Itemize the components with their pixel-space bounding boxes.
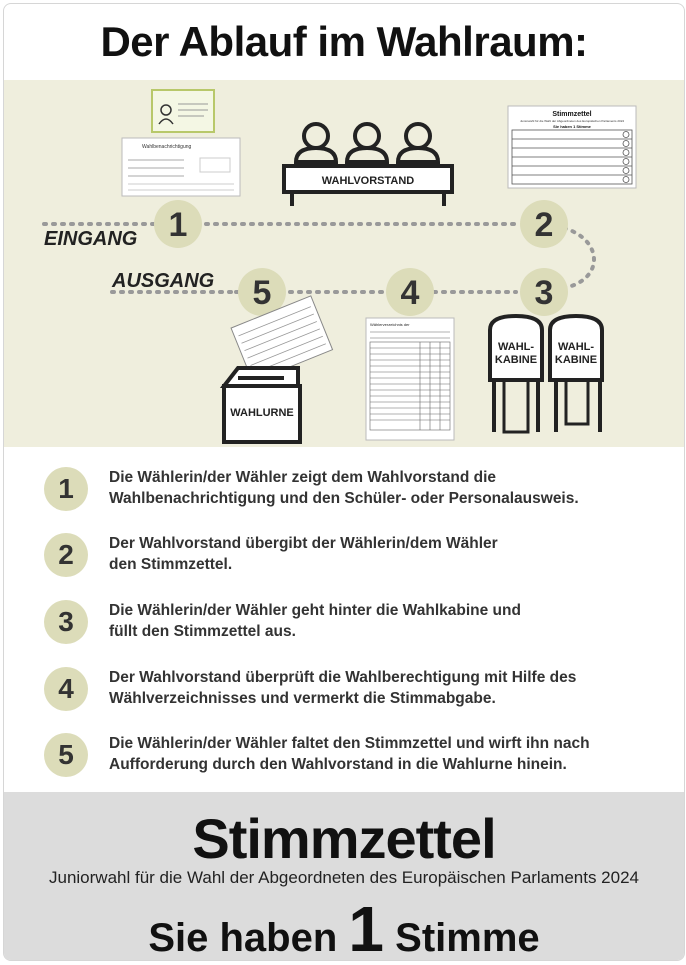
list-item xyxy=(4,667,684,723)
step-text: Die Wählerin/der Wähler geht hinter die Wahlkabine und füllt den Stimmzettel aus. xyxy=(109,602,521,640)
notice-card-title: Wahlbenachrichtigung xyxy=(142,144,192,150)
step-text: Der Wahlvorstand überprüft die Wahlberechtigung mit Hilfe des Wählverzeichnisses und vermerkt die Stimmabgabe. xyxy=(109,669,577,707)
votes-number: 1 xyxy=(348,893,385,961)
polling-station-illustration xyxy=(4,80,684,447)
step-number-badge: 1 xyxy=(44,467,88,511)
booth-label-left-1: WAHL- xyxy=(497,341,535,353)
voter-register-title: Wählerverzeichnis der xyxy=(370,322,410,327)
votes-line xyxy=(4,892,684,961)
list-item xyxy=(4,533,684,589)
ballot-paper-votes: Sie haben 1 Stimme xyxy=(553,124,591,129)
svg-text:1: 1 xyxy=(168,206,188,244)
voting-booth-icon-left xyxy=(490,316,542,432)
election-board-label: WAHLVORSTAND xyxy=(321,175,415,187)
booth-label-left-2: KABINE xyxy=(494,354,538,366)
ballot-urn-icon xyxy=(224,368,300,442)
step-text: Der Wahlvorstand übergibt der Wählerin/dem Wähler den Stimmzettel. xyxy=(109,535,498,573)
exit-label: AUSGANG xyxy=(112,270,215,292)
voter-register-icon xyxy=(366,318,454,440)
votes-suffix: Stimme xyxy=(395,916,540,960)
svg-text:2: 2 xyxy=(534,206,554,244)
poster xyxy=(3,3,685,961)
step-text: Die Wählerin/der Wähler zeigt dem Wahlvorstand die Wahlbenachrichtigung und den Schüler- oder Personalausweis. xyxy=(109,469,579,507)
ballot-paper-title: Stimmzettel xyxy=(552,111,592,118)
svg-text:3: 3 xyxy=(534,274,554,312)
entrance-label: EINGANG xyxy=(44,228,138,250)
page-title: Der Ablauf im Wahlraum: xyxy=(100,18,588,65)
ballot-subtitle: Juniorwahl für die Wahl der Abgeordneten des Europäischen Parlaments 2024 xyxy=(48,868,639,887)
step-text: Die Wählerin/der Wähler faltet den Stimmzettel und wirft ihn nach Aufforderung durch den Wahlvorstand in die Wahlurne hinein. xyxy=(109,735,590,773)
step-number-badge: 2 xyxy=(44,533,88,577)
path-step-4 xyxy=(386,268,434,316)
svg-text:4: 4 xyxy=(400,274,420,312)
notice-card-icon xyxy=(122,90,240,196)
list-item xyxy=(4,467,684,523)
ballot-title: Stimmzettel xyxy=(192,807,496,870)
step-number-badge: 4 xyxy=(44,667,88,711)
ballot-urn-label: WAHLURNE xyxy=(230,407,294,419)
ballot-header-footer xyxy=(4,792,684,960)
step-number-badge: 3 xyxy=(44,600,88,644)
list-item xyxy=(4,733,684,789)
election-board-icon xyxy=(284,124,452,206)
scene-drawing xyxy=(4,80,684,447)
step-number-badge: 5 xyxy=(44,733,88,777)
votes-prefix: Sie haben xyxy=(148,916,338,960)
path-step-2 xyxy=(520,200,568,248)
steps-list xyxy=(4,447,684,792)
list-item xyxy=(4,600,684,656)
ballot-paper-subtitle: Juniorwahl für die Wahl der Abgeordneten des Europäischen Parlaments 2024 xyxy=(519,119,625,123)
booth-label-right-1: WAHL- xyxy=(557,341,595,353)
ballot-paper-icon xyxy=(508,106,636,188)
svg-text:5: 5 xyxy=(252,274,272,312)
voting-booth-icon-right xyxy=(550,316,602,432)
booth-label-right-2: KABINE xyxy=(554,354,598,366)
path-step-1 xyxy=(154,200,202,248)
path-step-3 xyxy=(520,268,568,316)
